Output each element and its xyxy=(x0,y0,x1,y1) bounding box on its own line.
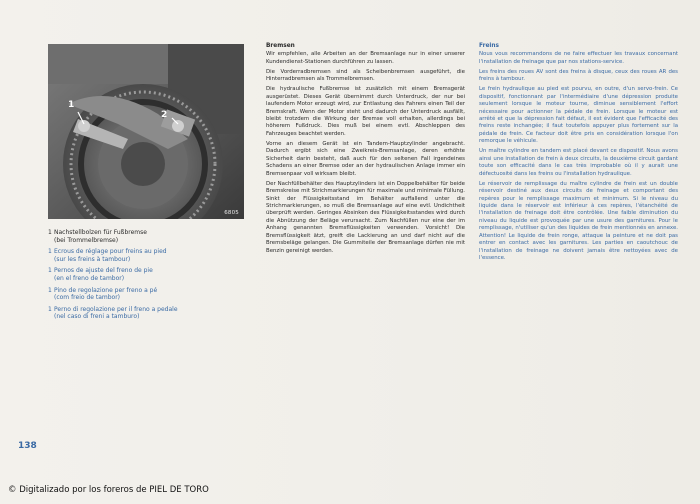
legend-number: 1 xyxy=(48,229,52,236)
legend-line: (sur les freins à tambour) xyxy=(54,255,131,263)
french-paragraph: Un maître cylindre en tandem est placé devant ce dispositif. Nous avons ainsi une installation de frein à deux circuits, la deuxième circuit gardant toute son efficacité dans le cas très improbable où il y aurait une défectuosité dans les freins ou l'installation hydraulique. xyxy=(479,148,678,177)
legend-line: Nachstellbolzen für Fußbremse xyxy=(54,229,147,236)
legend-number: 1 xyxy=(48,286,52,294)
photo-callout-1: 1 xyxy=(68,100,75,110)
page-number: 138 xyxy=(18,441,37,451)
french-paragraph: Nous vous recommandons de ne faire effectuer les travaux concernant l'installation de freinage que par nos stations-service. xyxy=(479,51,678,65)
german-paragraph: Wir empfehlen, alle Arbeiten an der Bremsanlage nur in einer unserer Kundendienst-Stationen durchführen zu lassen. xyxy=(266,51,465,65)
legend-item-italian xyxy=(48,306,253,321)
legend-item-french xyxy=(48,248,253,263)
legend-item-spanish xyxy=(48,267,253,282)
german-paragraph: Vorne an diesem Gerät ist ein Tandem-Hauptzylinder angebracht. Dadurch ergibt sich eine Zweikreis-Bremsanlage, deren erhöhte Sicherheit darin besteht, daß auch für den seltenen Fall irgendeines Schadens an einer Bremse oder an der hydraulischen Anlage immer ein Bremsenpaar voll wirksam bleibt. xyxy=(266,140,465,177)
legend-line: Pernos de ajuste del freno de pie xyxy=(54,267,153,275)
brake-drum-illustration xyxy=(48,44,244,219)
german-text-column xyxy=(266,43,465,258)
legend-number: 1 xyxy=(48,248,52,256)
legend-number: 1 xyxy=(48,305,52,313)
legend-line: (bei Trommelbremse) xyxy=(54,236,119,244)
legend-line: Perno di regolazione per il freno a pedale xyxy=(54,305,178,313)
french-text-column xyxy=(479,43,678,265)
german-paragraph: Die hydraulische Fußbremse ist zusätzlich mit einem Bremsgerät ausgerüstet. Dieses Gerät übernimmt durch Unterdruck, der nur bei laufendem Motor erzeugt wird, zur Entlastung des Fahrers einen Teil der Bremskraft. Wenn der Motor steht und dadurch der Unterdruck ausfällt, bleibt trotzdem die Wirkung der Bremse voll erhalten, allerdings bei höherem Fußdruck. Dies muß bei einem evtl. Abschleppen des Fahrzeuges beachtet werden. xyxy=(266,86,465,137)
legend-number: 1 xyxy=(48,267,52,275)
legend-line: (en el freno de tambor) xyxy=(54,274,125,282)
legend-line: (com freio de tambor) xyxy=(54,294,121,302)
french-paragraph: Les freins des roues AV sont des freins à disque, ceux des roues AR des freins à tambour. xyxy=(479,68,678,83)
german-paragraph: Die Vorderradbremsen sind als Scheibenbremsen ausgeführt, die Hinterradbremsen als Trommelbremsen. xyxy=(266,68,465,83)
photo-callout-2: 2 xyxy=(161,110,168,120)
legend-line: Ecrous de réglage pour freins au pied xyxy=(54,248,167,256)
french-paragraph: Le réservoir de remplissage du maître cylindre de frein est un double réservoir destiné aux deux circuits de freinage et comportant des repères pour le remplissage maximum et minimum. Si le niveau du liquide dans le réservoir est inférieur à ces repères, l'étanchéité de l'installation de freinage doit être contrôlée. Une faible diminution du niveau du liquide est provoquée par une usure des garnitures. Pour le remplissage, n'utiliser qu'un des liquides de frein mentionnés en annexe. Attention! Le liquide de frein ronge, attaque la peinture et ne doit pas entrer en contact avec les garnitures. Les parties en caoutchouc de l'installation de freinage ne doivent jamais être nettoyées avec de l'essence. xyxy=(479,180,678,262)
german-heading: Bremsen xyxy=(266,43,295,49)
legend-line: (nel caso di freni a tamburo) xyxy=(54,313,140,321)
french-paragraph: Le frein hydraulique au pied est pourvu, en outre, d'un servo-frein. Ce dispositif, fonctionnant par l'intermédiaire d'une dépression produite seulement lorsque le moteur tourne, diminue sensiblement l'effort nécessaire pour actionner la pédale de frein. Lorsque le moteur est arrêté et que la dépression fait défaut, il est évident que l'efficacité des freins reste inchangée; il faut toutefois appuyer plus fortement sur la pédale de frein. Ce facteur doit être pris en considération lorsque l'on remorque le véhicule. xyxy=(479,86,678,145)
photo-legend xyxy=(48,229,253,325)
brake-assembly-photo xyxy=(48,44,244,219)
legend-item-german xyxy=(48,229,253,244)
scan-credit: © Digitalizado por los foreros de PIEL DE TORO xyxy=(8,485,209,495)
photo-number: 6805 xyxy=(224,210,239,216)
french-heading: Freins xyxy=(479,43,499,49)
german-paragraph: Der Nachfüllbehälter des Hauptzylinders ist ein Doppelbehälter für beide Bremskreise mit Strichmarkierungen für maximale und minimale Füllung. Sinkt der Flüssigkeitsstand im Behälter auffallend unter die Strichmarkierungen, so muß die Bremsanlage auf eine evtl. Undichtheit überprüft werden. Geringes Absinken des Flüssigkeitsstandes wird durch die Abnützung der Beläge verursacht. Zum Nachfüllen nur eine der im Anhang genannten Bremsflüssigkeiten verwenden. Vorsicht! Die Bremsflüssigkeit ätzt, greift die Lackierung an und darf nicht auf die Bremsbeläge gelangen. Die Gummiteile der Bremsanlage dürfen nie mit Benzin gereinigt werden. xyxy=(266,180,465,254)
legend-line: Pino de regolazione per freno a pé xyxy=(54,286,158,294)
legend-item-portuguese xyxy=(48,287,253,302)
